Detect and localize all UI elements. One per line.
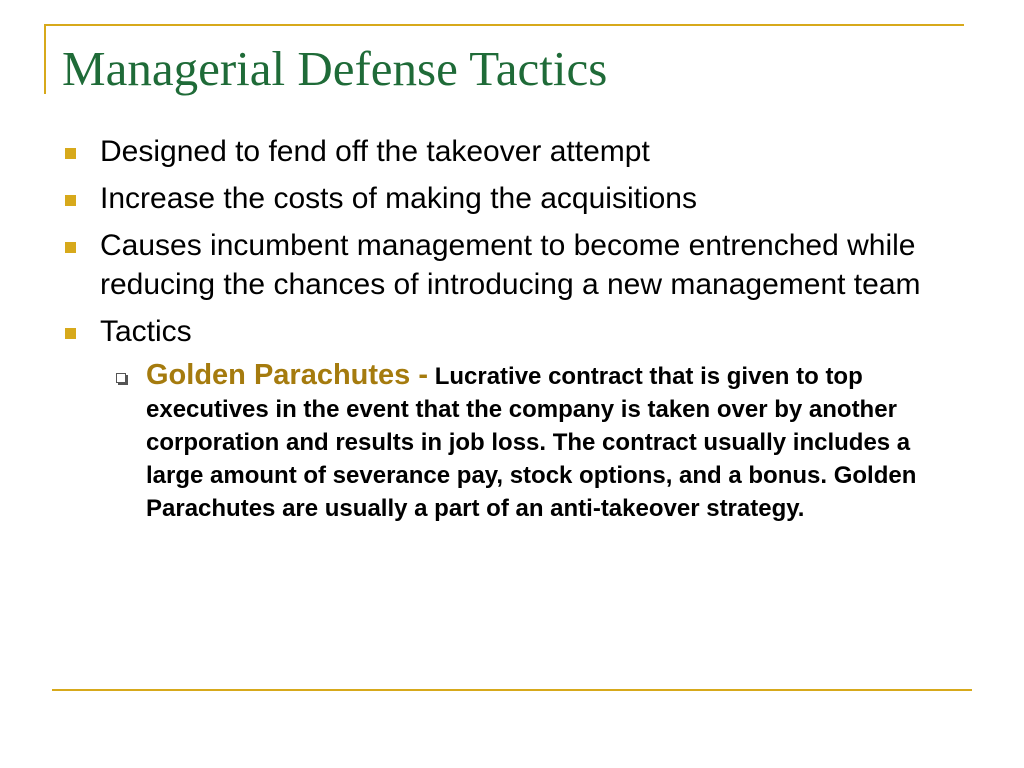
bullet-text: Increase the costs of making the acquisitions bbox=[100, 182, 697, 215]
square-bullet-icon bbox=[62, 226, 100, 265]
bullet-item-3 bbox=[62, 226, 972, 304]
slide-content bbox=[62, 132, 972, 525]
bottom-rule bbox=[52, 689, 972, 691]
bullet-text: Tactics bbox=[100, 315, 192, 348]
square-bullet-icon bbox=[62, 312, 100, 351]
bullet-text: Causes incumbent management to become entrenched while reducing the chances of introducing a new management team bbox=[100, 229, 921, 301]
square-bullet-icon bbox=[62, 132, 100, 171]
left-rule bbox=[44, 24, 46, 94]
golden-parachutes-description: Lucrative contract that is given to top executives in the event that the company is taken over by another corporation and results in job loss. The contract usually includes a large amount of severance pay, stock options, and a bonus. Golden Parachutes are usually a part of an anti-takeover strategy. bbox=[146, 363, 917, 522]
slide-title: Managerial Defense Tactics bbox=[62, 41, 608, 96]
bullet-list bbox=[62, 132, 972, 351]
bullet-item-1 bbox=[62, 132, 972, 171]
square-bullet-icon bbox=[62, 179, 100, 218]
bullet-item-2 bbox=[62, 179, 972, 218]
golden-parachutes-term: Golden Parachutes - bbox=[146, 359, 429, 391]
bullet-text: Designed to fend off the takeover attempt bbox=[100, 135, 650, 168]
sub-bullet-text bbox=[146, 359, 954, 525]
sub-bullet-item bbox=[112, 359, 954, 525]
checkbox-bullet-icon bbox=[112, 359, 146, 391]
bullet-item-4 bbox=[62, 312, 972, 351]
top-rule bbox=[44, 24, 964, 26]
